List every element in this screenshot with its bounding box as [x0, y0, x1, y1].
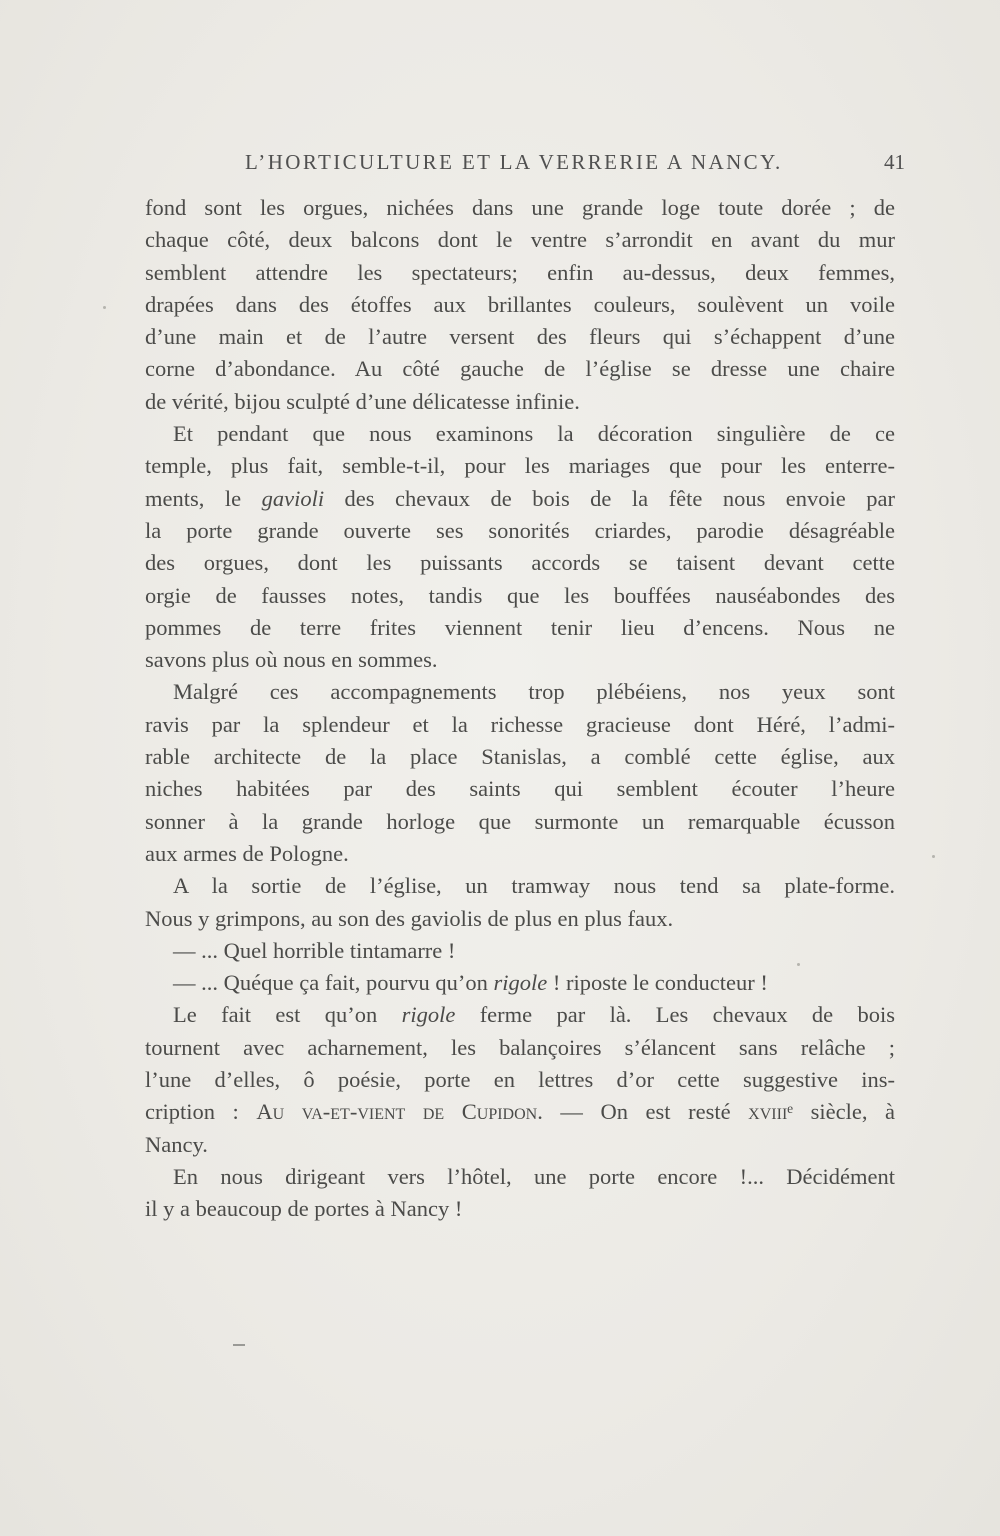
text-line: drapées dans des étoffes aux brillantes couleurs, soulèvent un voile [145, 291, 895, 317]
text-line: tournent avec acharnement, les balançoires s’élancent sans relâche ; [145, 1034, 895, 1060]
text-line: fond sont les orgues, nichées dans une grande loge toute dorée ; de [145, 195, 895, 220]
text-line: il y a beaucoup de portes à Nancy ! [145, 1196, 463, 1222]
text-line: aux armes de Pologne. [145, 840, 349, 866]
text-line: rable architecte de la place Stanislas, a comblé cette église, aux [145, 744, 895, 770]
text-line: sonner à la grande horloge que surmonte un remarquable écusson [145, 808, 895, 834]
text-line: — ... Quel horrible tintamarre ! [173, 937, 456, 963]
text-line: En nous dirigeant vers l’hôtel, une porte encore !... Décidément [173, 1163, 895, 1189]
text-line: Le fait est qu’on rigole ferme par là. Les chevaux de bois [173, 1002, 896, 1028]
text-line: des orgues, dont les puissants accords se taisent devant cette [145, 550, 895, 576]
text-line: la porte grande ouverte ses sonorités criardes, parodie désagréable [145, 517, 895, 543]
ink-mark [233, 1344, 245, 1346]
running-head [145, 150, 905, 180]
text-line: de vérité, bijou sculpté d’une délicatesse infinie. [145, 388, 580, 414]
page-number: 41 [884, 150, 905, 174]
text-line: savons plus où nous en sommes. [145, 647, 438, 673]
paper-speck [932, 855, 935, 858]
text-line: Nancy. [145, 1131, 208, 1157]
text-line: orgie de fausses notes, tandis que les bouffées nauséabondes des [145, 582, 895, 608]
text-line: pommes de terre frites viennent tenir lieu d’encens. Nous ne [145, 614, 895, 640]
running-title: L’HORTICULTURE ET LA VERRERIE A NANCY. [245, 150, 783, 174]
text-line: Malgré ces accompagnements trop plébéiens, nos yeux sont [173, 679, 895, 705]
text-line: Et pendant que nous examinons la décoration singulière de ce [173, 421, 895, 447]
text-line: l’une d’elles, ô poésie, porte en lettres d’or cette suggestive ins- [145, 1067, 895, 1093]
text-line: corne d’abondance. Au côté gauche de l’église se dresse une chaire [145, 356, 895, 382]
text-line: semblent attendre les spectateurs; enfin au-dessus, deux femmes, [145, 259, 895, 285]
paper-speck [103, 306, 106, 309]
text-line: ravis par la splendeur et la richesse gracieuse dont Héré, l’admi- [145, 711, 895, 737]
text-line: — ... Quéque ça fait, pourvu qu’on rigole ! riposte le conducteur ! [173, 970, 768, 996]
text-line: temple, plus fait, semble-t-il, pour les mariages que pour les enterre- [145, 453, 895, 479]
text-line: niches habitées par des saints qui semblent écouter l’heure [145, 776, 895, 802]
text-line: Nous y grimpons, au son des gaviolis de plus en plus faux. [145, 905, 674, 931]
paper-speck [797, 963, 800, 966]
text-line: A la sortie de l’église, un tramway nous tend sa plate-forme. [173, 873, 895, 899]
text-line: cription : Au va-et-vient de Cupidon. — On est resté xviiiᵉ siècle, à [145, 1099, 895, 1125]
text-line: chaque côté, deux balcons dont le ventre s’arrondit en avant du mur [145, 227, 895, 253]
text-line: ments, le gavioli des chevaux de bois de la fête nous envoie par [145, 485, 895, 511]
body-text [145, 192, 895, 1226]
text-line: d’une main et de l’autre versent des fleurs qui s’échappent d’une [145, 324, 895, 350]
